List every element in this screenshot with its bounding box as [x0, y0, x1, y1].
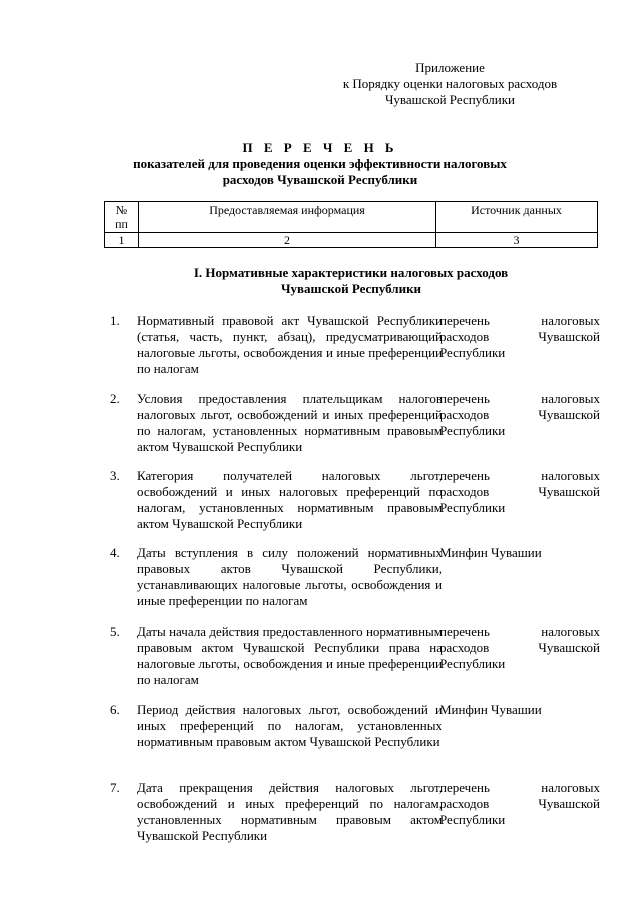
item-source: Минфин Чувашии — [440, 545, 542, 560]
section-heading-line-2: Чувашской Республики — [280, 281, 422, 296]
item-source: перечень налоговых расходов Чувашской Республики — [440, 624, 600, 671]
col-header-info: Предоставляемая информация — [139, 202, 436, 233]
item-description: Категория получателей налоговых льгот, освобождений и иных налоговых преференций по налогам, установленных нормативным правовым актом Чувашской Республики — [137, 468, 442, 531]
col-number-2: 2 — [139, 233, 436, 248]
document-title — [0, 140, 640, 188]
item-source: перечень налоговых расходов Чувашской Республики — [440, 780, 600, 827]
item-source: перечень налоговых расходов Чувашской Республики — [440, 391, 600, 438]
item-number: 3. — [110, 468, 120, 483]
item-number: 5. — [110, 624, 120, 639]
item-number: 2. — [110, 391, 120, 406]
item-description: Дата прекращения действия налоговых льгот, освобождений и иных преференций по налогам, установленных нормативным правовым актом Чувашской Республики — [137, 780, 442, 843]
col-header-num: № пп — [105, 202, 139, 233]
col-number-3: 3 — [436, 233, 598, 248]
item-number: 4. — [110, 545, 120, 560]
title-word: П Е Р Е Ч Е Н Ь — [242, 140, 398, 155]
title-line-1: показателей для проведения оценки эффективности налоговых — [133, 156, 507, 171]
appendix-line-2: к Порядку оценки налоговых расходов — [342, 76, 558, 91]
item-number: 1. — [110, 313, 120, 328]
appendix-note — [300, 60, 600, 108]
section-heading-line-1: I. Нормативные характеристики налоговых расходов — [193, 265, 509, 280]
item-source: перечень налоговых расходов Чувашской Республики — [440, 468, 600, 515]
appendix-line-1: Приложение — [415, 60, 485, 75]
item-description: Даты начала действия предоставленного нормативным правовым актом Чувашской Республики права на налоговые льготы, освобождения и иные преференции по налогам — [137, 624, 442, 687]
item-source: перечень налоговых расходов Чувашской Республики — [440, 313, 600, 360]
item-number: 7. — [110, 780, 120, 795]
appendix-line-3: Чувашской Республики — [384, 92, 516, 107]
section-heading — [104, 265, 598, 297]
item-description: Нормативный правовой акт Чувашской Республики (статья, часть, пункт, абзац), предусматривающий налоговые льготы, освобождения и иные преференции по налогам — [137, 313, 442, 376]
title-line-2: расходов Чувашской Республики — [222, 172, 418, 187]
col-header-source: Источник данных — [436, 202, 598, 233]
header-table — [104, 201, 598, 248]
item-description: Условия предоставления плательщикам налогов налоговых льгот, освобождений и иных преференций по налогам, установленных нормативным правовым актом Чувашской Республики — [137, 391, 442, 454]
item-source: Минфин Чувашии — [440, 702, 542, 717]
col-number-1: 1 — [105, 233, 139, 248]
item-description: Период действия налоговых льгот, освобождений и иных преференций по налогам, установленных нормативным правовым актом Чувашской Республики — [137, 702, 442, 749]
item-description: Даты вступления в силу положений нормативных правовых актов Чувашской Республики, устанавливающих налоговые льготы, освобождения и иные преференции по налогам — [137, 545, 442, 608]
item-number: 6. — [110, 702, 120, 717]
